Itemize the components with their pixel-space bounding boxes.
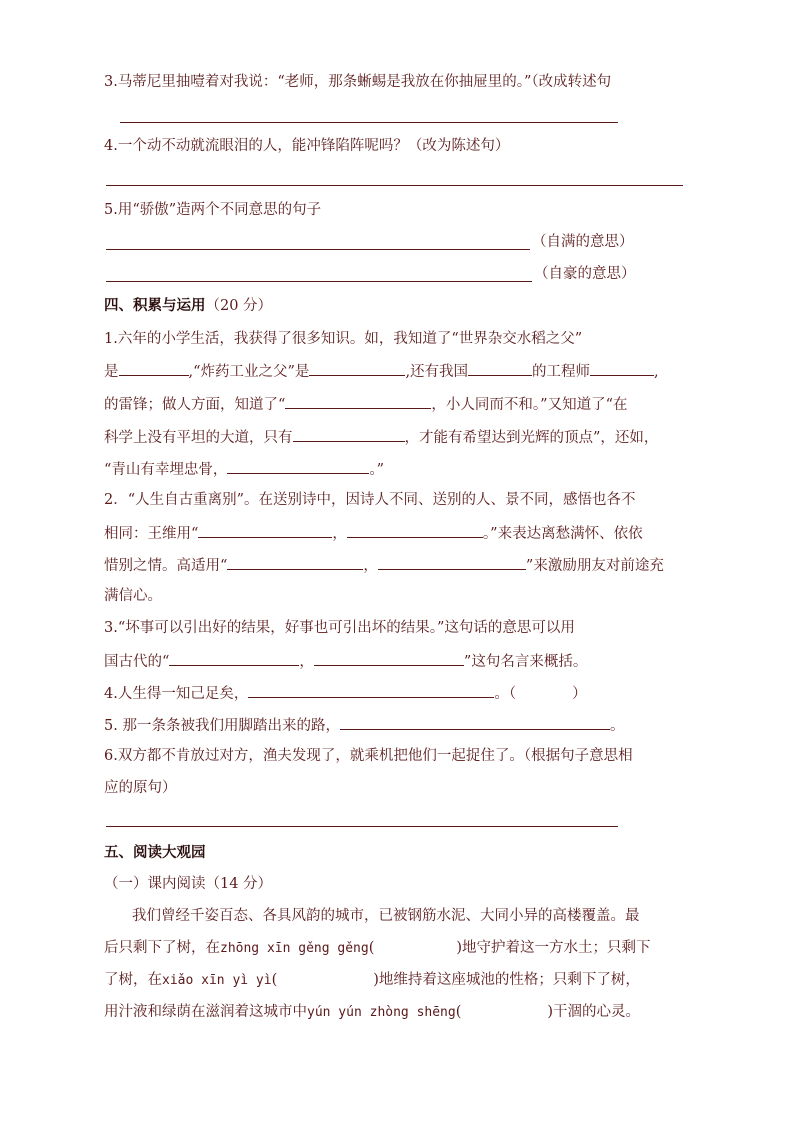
text: ( xyxy=(455,1004,462,1020)
section-4-title: 四、积累与运用 xyxy=(104,297,206,314)
blank[interactable] xyxy=(309,361,405,376)
text: 。（ xyxy=(494,686,517,702)
text: ”这句名言来概括。 xyxy=(463,654,588,670)
section-5-title: 五、阅读大观园 xyxy=(104,844,206,861)
passage-line-1: 我们曾经千姿百态、各具风韵的城市，已被钢筋水泥、大同小异的高楼覆盖。最 xyxy=(132,908,640,924)
text: 相同：王维用“ xyxy=(104,526,199,542)
text: 。” xyxy=(369,462,385,478)
q4-6-line-1: 6.双方都不肯放过对方，渔夫发现了，就乘机把他们一起捉住了。（根据句子意思相 xyxy=(104,748,633,764)
text: ） xyxy=(572,686,587,702)
text: , xyxy=(654,364,659,380)
pinyin: xiǎo xīn yì yì xyxy=(162,973,272,988)
answer-line-4-6[interactable] xyxy=(106,826,618,827)
text: )干涸的心灵。 xyxy=(547,1004,641,1020)
q4-1-line-3 xyxy=(104,394,628,414)
blank[interactable] xyxy=(378,555,526,570)
text: 5. 那一条条被我们用脚踏出来的路， xyxy=(104,718,340,734)
blank[interactable] xyxy=(227,459,369,474)
q4-4 xyxy=(104,683,587,703)
blank[interactable] xyxy=(198,523,332,538)
q4-6-line-2: 应的原句） xyxy=(104,780,177,796)
text: “青山有幸埋忠骨， xyxy=(104,462,228,478)
text: ( xyxy=(271,972,278,988)
reading-1-title: （一）课内阅读（14 分） xyxy=(104,876,273,892)
blank[interactable] xyxy=(340,715,610,730)
q4-2-line-4: 满信心。 xyxy=(104,588,162,604)
text: ,还有我国 xyxy=(405,364,469,380)
text: ”来激励朋友对前途充 xyxy=(525,558,664,574)
answer-line-3-5-a[interactable] xyxy=(106,249,530,250)
text: 是 xyxy=(104,364,119,380)
blank[interactable] xyxy=(590,361,654,376)
text: 。”来表达离愁满怀、依依 xyxy=(482,526,643,542)
text: 的雷锋；做人方面，知道了“ xyxy=(104,397,286,413)
text: ， xyxy=(299,654,314,670)
text: ， xyxy=(363,558,378,574)
text: 惜别之情。高适用“ xyxy=(104,558,228,574)
pinyin: zhōng xīn gěng gěng xyxy=(220,941,369,956)
blank[interactable] xyxy=(119,361,189,376)
blank[interactable] xyxy=(285,394,431,409)
text: 用汁液和绿荫在滋润着这城市中 xyxy=(104,1004,307,1020)
answer-line-3-5-b[interactable] xyxy=(106,281,532,282)
text: ( xyxy=(368,940,375,956)
q4-1-line-4 xyxy=(104,427,658,447)
blank[interactable] xyxy=(314,651,464,666)
q4-5 xyxy=(104,715,624,735)
text: 的工程师 xyxy=(532,364,591,380)
text: ，才能有希望达到光辉的顶点”，还如， xyxy=(404,430,659,446)
blank[interactable] xyxy=(248,683,494,698)
note-proud: （自豪的意思） xyxy=(534,266,636,282)
text: 科学上没有平坦的大道，只有 xyxy=(104,430,293,446)
q4-1-line-5 xyxy=(104,459,384,479)
blank[interactable] xyxy=(169,651,299,666)
text: 4.人生得一知己足矣， xyxy=(104,686,249,702)
blank[interactable] xyxy=(347,523,483,538)
q4-1-line-2 xyxy=(104,361,659,381)
q4-2-line-3 xyxy=(104,555,664,575)
text: 了树，在 xyxy=(104,972,162,988)
text: )地维持着这座城池的性格；只剩下了树， xyxy=(373,972,640,988)
text: ， xyxy=(332,526,347,542)
q4-2-line-1: 2．“人生自古重离别”。在送别诗中，因诗人不同、送别的人、景不同，感悟也各不 xyxy=(104,492,636,508)
question-3-3: 3.马蒂尼里抽噎着对我说：“老师，那条蜥蜴是我放在你抽屉里的。”（改成转述句 xyxy=(104,74,612,90)
question-3-4: 4.一个动不动就流眼泪的人，能冲锋陷阵呢吗？（改为陈述句） xyxy=(104,138,510,154)
passage-line-2 xyxy=(104,939,651,958)
text: 后只剩下了树，在 xyxy=(104,940,220,956)
section-4-score: （20 分） xyxy=(205,298,273,314)
blank[interactable] xyxy=(468,361,532,376)
note-conceited: （自满的意思） xyxy=(532,234,634,250)
q4-1-line-1: 1.六年的小学生活，我获得了很多知识。如，我知道了“世界杂交水稻之父” xyxy=(104,331,583,347)
passage-line-4 xyxy=(104,1003,640,1022)
answer-line-3-4[interactable] xyxy=(106,185,683,186)
q4-3-line-1: 3.“坏事可以引出好的结果，好事也可引出坏的结果。”这句话的意思可以用 xyxy=(104,620,575,636)
passage-line-3 xyxy=(104,971,640,990)
question-3-5: 5.用“骄傲”造两个不同意思的句子 xyxy=(104,202,322,218)
answer-line-3-3[interactable] xyxy=(120,122,618,123)
text: ，小人同而不和。”又知道了“在 xyxy=(431,397,628,413)
blank[interactable] xyxy=(293,427,405,442)
text: ,“炸药工业之父”是 xyxy=(188,364,310,380)
text: 国古代的“ xyxy=(104,654,170,670)
q4-2-line-2 xyxy=(104,523,643,543)
text: 。 xyxy=(609,718,625,734)
text: )地守护着这一方水土；只剩下 xyxy=(456,940,651,956)
pinyin: yún yún zhòng shēng xyxy=(307,1005,456,1020)
q4-3-line-2 xyxy=(104,651,587,671)
section-4-heading xyxy=(104,297,272,315)
blank[interactable] xyxy=(227,555,363,570)
